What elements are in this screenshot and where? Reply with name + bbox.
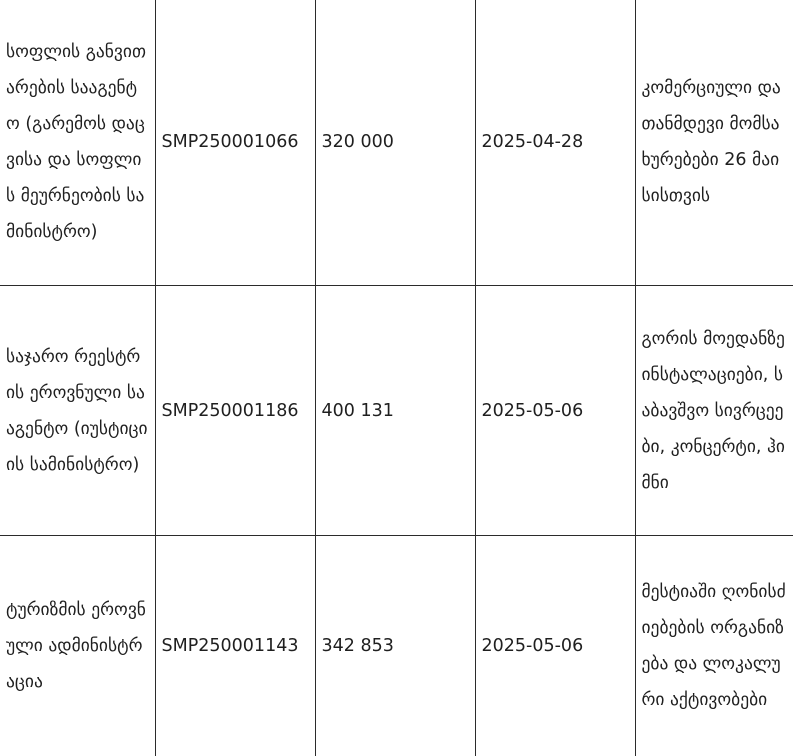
agency-cell: საჯარო რეესტრის ეროვნული სააგენტო (იუსტიციის სამინისტრო)	[0, 286, 155, 536]
table-row	[0, 0, 793, 286]
description-cell: გორის მოედანზე ინსტალაციები, საბავშვო სივრცეები, კონცერტი, ჰიმნი	[635, 286, 793, 536]
procurement-code-cell: SMP250001143	[155, 536, 315, 756]
amount-cell: 342 853	[315, 536, 475, 756]
date-cell: 2025-05-06	[475, 536, 635, 756]
agency-cell: ტურიზმის ეროვნული ადმინისტრაცია	[0, 536, 155, 756]
agency-cell: სოფლის განვითარების სააგენტო (გარემოს დაცვისა და სოფლის მეურნეობის სამინისტრო)	[0, 0, 155, 286]
procurement-code-cell: SMP250001186	[155, 286, 315, 536]
table-row	[0, 536, 793, 756]
amount-cell: 320 000	[315, 0, 475, 286]
date-cell: 2025-05-06	[475, 286, 635, 536]
date-cell: 2025-04-28	[475, 0, 635, 286]
procurement-code-cell: SMP250001066	[155, 0, 315, 286]
description-cell: კომერციული და თანმდევი მომსახურებები 26 მაისისთვის	[635, 0, 793, 286]
table-row	[0, 286, 793, 536]
amount-cell: 400 131	[315, 286, 475, 536]
description-cell: მესტიაში ღონისძიებების ორგანიზება და ლოკალური აქტივობები	[635, 536, 793, 756]
